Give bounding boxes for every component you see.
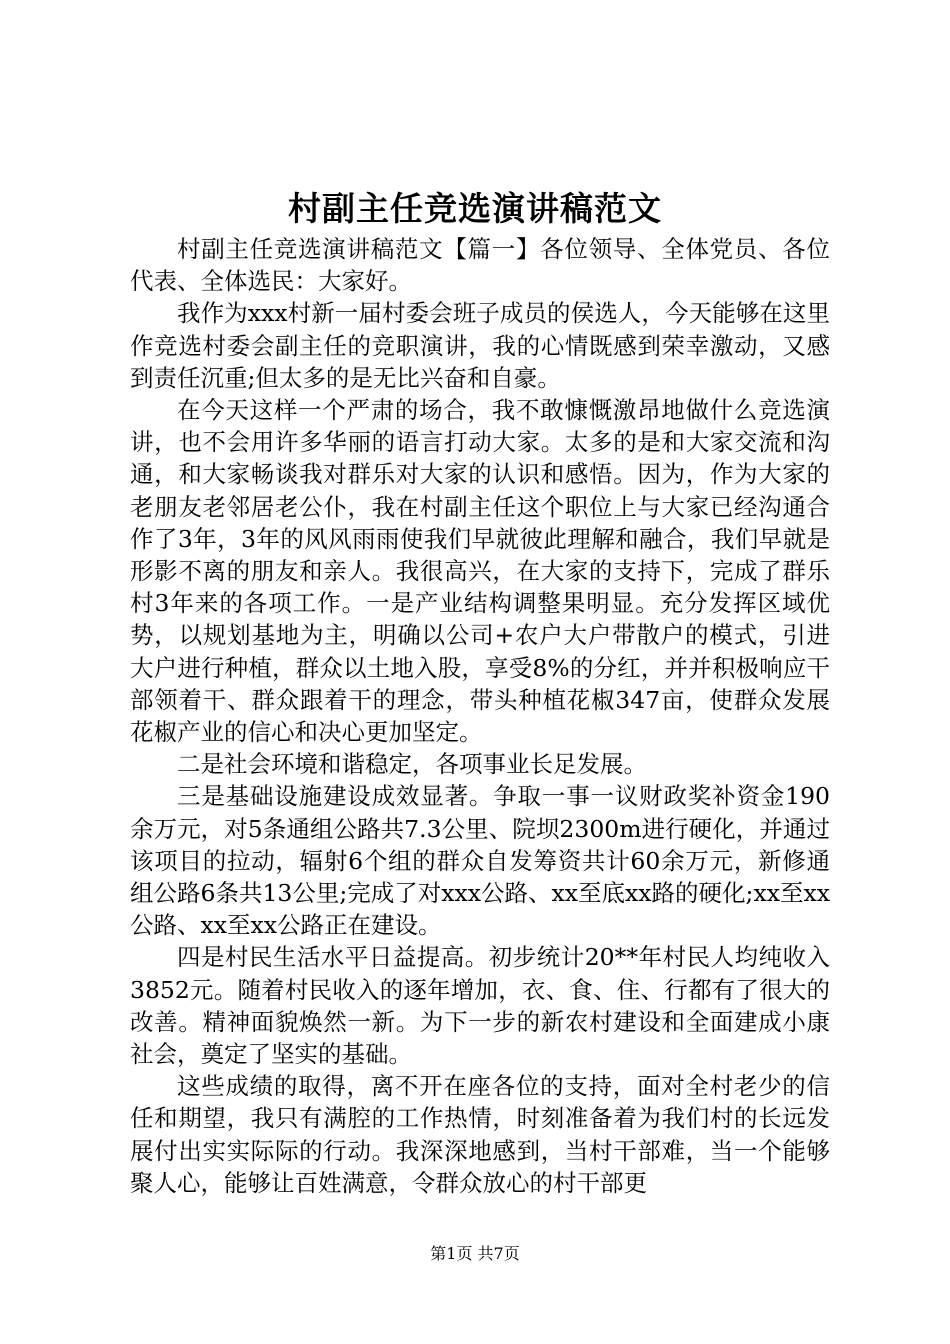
paragraph-3: 在今天这样一个严肃的场合，我不敢慷慨激昂地做什么竞选演讲，也不会用许多华丽的语言打动大家。太多的是和大家交流和沟通，和大家畅谈我对群乐对大家的认识和感悟。因为，作为大家的老朋友老邻居老公仆，我在村副主任这个职位上与大家已经沟通合作了3年，3年的风风雨雨使我们早就彼此理解和融合，我们早就是形影不离的朋友和亲人。我很高兴，在大家的支持下，完成了群乐村3年来的各项工作。一是产业结构调整果明显。充分发挥区域优势，以规划基地为主，明确以公司+农户大户带散户的模式，引进大户进行种植，群众以土地入股，享受8%的分红，并并积极响应干部领着干、群众跟着干的理念，带头种植花椒347亩，使群众发展花椒产业的信心和决心更加坚定。 <box>130 396 830 747</box>
paragraph-6: 四是村民生活水平日益提高。初步统计20**年村民人均纯收入3852元。随着村民收入的逐年增加，衣、食、住、行都有了很大的改善。精神面貌焕然一新。为下一步的新农村建设和全面建成小康社会，奠定了坚实的基础。 <box>130 943 830 1069</box>
document-title: 村副主任竞选演讲稿范文 <box>288 189 662 228</box>
page-footer: 第1页 共7页 <box>430 1244 520 1263</box>
paragraph-7: 这些成绩的取得，离不开在座各位的支持，面对全村老少的信任和期望，我只有满腔的工作热情，时刻准备着为我们村的长远发展付出实实际际的行动。我深深地感到，当村干部难，当一个能够聚人心，能够让百姓满意，令群众放心的村干部更 <box>130 1072 830 1197</box>
paragraph-2: 我作为xxx村新一届村委会班子成员的侯选人，今天能够在这里作竞选村委会副主任的竞职演讲，我的心情既感到荣幸激动，又感到责任沉重;但太多的是无比兴奋和自豪。 <box>130 299 830 392</box>
paragraph-5: 三是基础设施建设成效显著。争取一事一议财政奖补资金190余万元，对5条通组公路共7.3公里、院坝2300m进行硬化，并通过该项目的拉动，辐射6个组的群众自发筹资共计60余万元，新修通组公路6条共13公里;完成了对xxx公路、xx至底xx路的硬化;xx至xx公路、xx至xx公路正在建设。 <box>130 782 830 940</box>
paragraph-1: 村副主任竞选演讲稿范文【篇一】各位领导、全体党员、各位代表、全体选民：大家好。 <box>130 235 830 296</box>
document-body <box>130 233 830 1199</box>
paragraph-4: 二是社会环境和谐稳定，各项事业长足发展。 <box>177 750 647 779</box>
